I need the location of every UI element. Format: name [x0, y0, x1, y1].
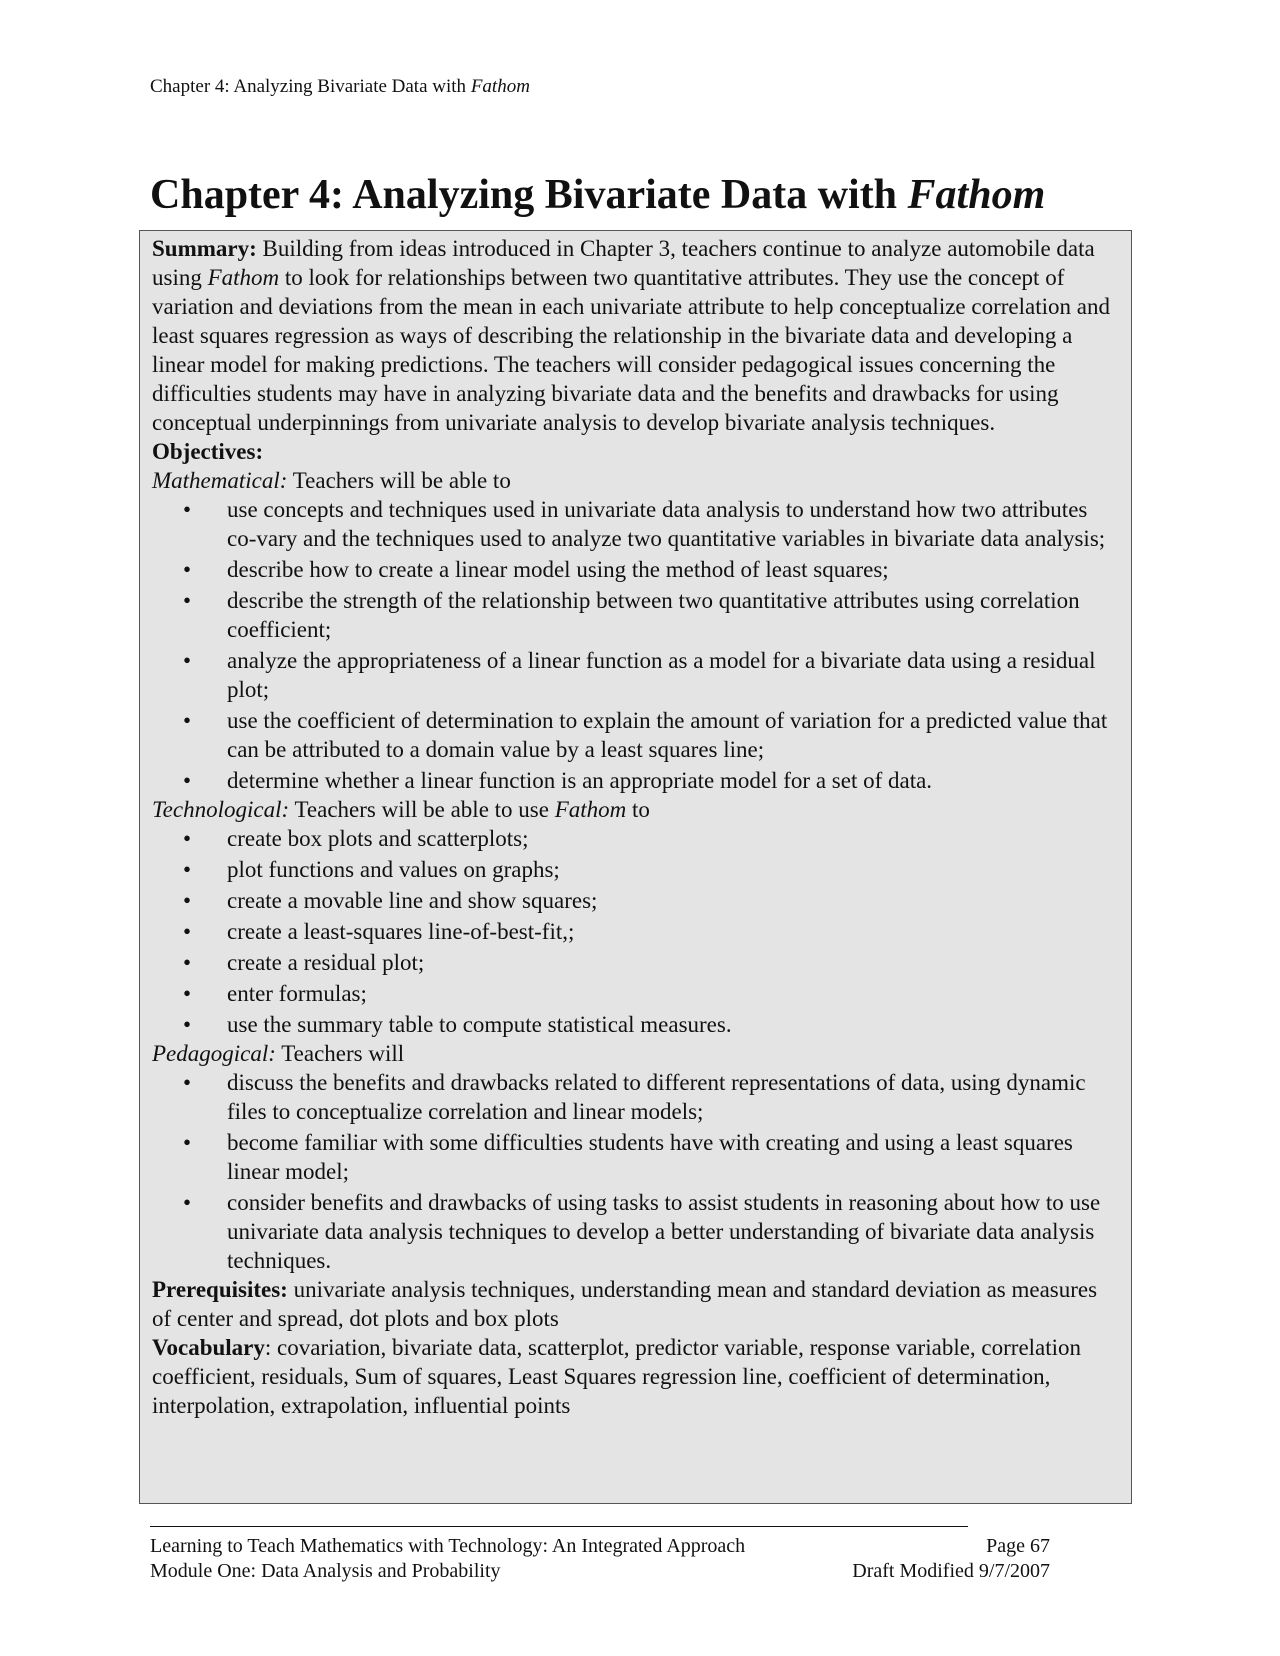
- vocabulary-label: Vocabulary: [152, 1335, 265, 1360]
- mathematical-list: [152, 495, 1119, 795]
- mathematical-label: Mathematical:: [152, 468, 288, 493]
- list-item: • create a movable line and show squares;: [227, 886, 1119, 915]
- running-header-text: Chapter 4: Analyzing Bivariate Data with: [150, 76, 471, 97]
- list-item: • use concepts and techniques used in univariate data analysis to understand how two attributes co-vary and the techniques used to analyze two quantitative variables in bivariate data analysis;: [227, 495, 1119, 553]
- list-item: • create a residual plot;: [227, 948, 1119, 977]
- list-item: • create box plots and scatterplots;: [227, 824, 1119, 853]
- list-item: • determine whether a linear function is an appropriate model for a set of data.: [227, 766, 1119, 795]
- summary-box: [139, 230, 1132, 1504]
- list-item: • consider benefits and drawbacks of using tasks to assist students in reasoning about how to use univariate data analysis techniques to develop a better understanding of bivariate data analysis techniques.: [227, 1188, 1119, 1275]
- list-item: • create a least-squares line-of-best-fit,;: [227, 917, 1119, 946]
- list-item: • enter formulas;: [227, 979, 1119, 1008]
- pedagogical-label: Pedagogical:: [152, 1041, 276, 1066]
- list-item: • plot functions and values on graphs;: [227, 855, 1119, 884]
- pedagogical-intro: Teachers will: [275, 1041, 405, 1066]
- page-footer: [150, 1534, 1050, 1584]
- technological-intro-italic: Fathom: [554, 797, 627, 822]
- list-item: • become familiar with some difficulties students have with creating and using a least squares linear model;: [227, 1128, 1119, 1186]
- prerequisites-text: univariate analysis techniques, understanding mean and standard deviation as measures of center and spread, dot plots and box plots: [152, 1277, 1098, 1331]
- summary-italic: Fathom: [207, 265, 280, 290]
- summary-text-1: Building from ideas introduced in Chapter 3, teachers continue to analyze automobile data using: [152, 236, 1095, 290]
- footer-draft-date: Draft Modified 9/7/2007: [852, 1560, 1050, 1582]
- prerequisites-label: Prerequisites:: [152, 1277, 288, 1302]
- mathematical-heading: [152, 466, 1119, 495]
- chapter-title-italic: Fathom: [907, 172, 1046, 218]
- footer-row-1: [150, 1534, 1050, 1559]
- chapter-title-text: Chapter 4: Analyzing Bivariate Data with: [150, 172, 908, 218]
- list-item: • discuss the benefits and drawbacks related to different representations of data, using dynamic files to conceptualize correlation and linear models;: [227, 1068, 1119, 1126]
- list-item: • use the coefficient of determination to explain the amount of variation for a predicted value that can be attributed to a domain value by a least squares line;: [227, 706, 1119, 764]
- vocabulary-paragraph: [152, 1333, 1119, 1420]
- pedagogical-heading: [152, 1039, 1119, 1068]
- mathematical-intro: Teachers will be able to: [287, 468, 511, 493]
- pedagogical-list: [152, 1068, 1119, 1275]
- list-item: • describe how to create a linear model using the method of least squares;: [227, 555, 1119, 584]
- chapter-title: [150, 172, 1045, 218]
- vocabulary-text: : covariation, bivariate data, scatterplot, predictor variable, response variable, correlation coefficient, residuals, Sum of squares, Least Squares regression line, coefficient of determination, interpolation, extrapolation, influential points: [152, 1335, 1082, 1418]
- prerequisites-paragraph: [152, 1275, 1119, 1333]
- objectives-label: Objectives:: [152, 439, 264, 464]
- footer-module: Module One: Data Analysis and Probability: [150, 1560, 501, 1582]
- summary-text-2: to look for relationships between two quantitative attributes. They use the concept of variation and deviations from the mean in each univariate attribute to help conceptualize correlation and least squares regression as ways of describing the relationship in the bivariate data and developing a linear model for making predictions. The teachers will consider pedagogical issues concerning the difficulties students may have in analyzing bivariate data and the benefits and drawbacks for using conceptual underpinnings from univariate analysis to develop bivariate analysis techniques.: [152, 265, 1110, 435]
- footer-page-number: Page 67: [986, 1535, 1050, 1557]
- footer-rule: [150, 1526, 968, 1527]
- technological-label: Technological:: [152, 797, 290, 822]
- footer-row-2: [150, 1559, 1050, 1584]
- technological-intro-1: Teachers will be able to use: [289, 797, 555, 822]
- running-header: [150, 76, 530, 98]
- list-item: • analyze the appropriateness of a linear function as a model for a bivariate data using a residual plot;: [227, 646, 1119, 704]
- summary-label: Summary:: [152, 236, 257, 261]
- list-item: • use the summary table to compute statistical measures.: [227, 1010, 1119, 1039]
- technological-heading: [152, 795, 1119, 824]
- technological-intro-2: to: [626, 797, 650, 822]
- summary-paragraph: [152, 234, 1119, 437]
- running-header-italic: Fathom: [470, 76, 530, 97]
- footer-book-title: Learning to Teach Mathematics with Technology: An Integrated Approach: [150, 1535, 746, 1557]
- technological-list: [152, 824, 1119, 1039]
- list-item: • describe the strength of the relationship between two quantitative attributes using correlation coefficient;: [227, 586, 1119, 644]
